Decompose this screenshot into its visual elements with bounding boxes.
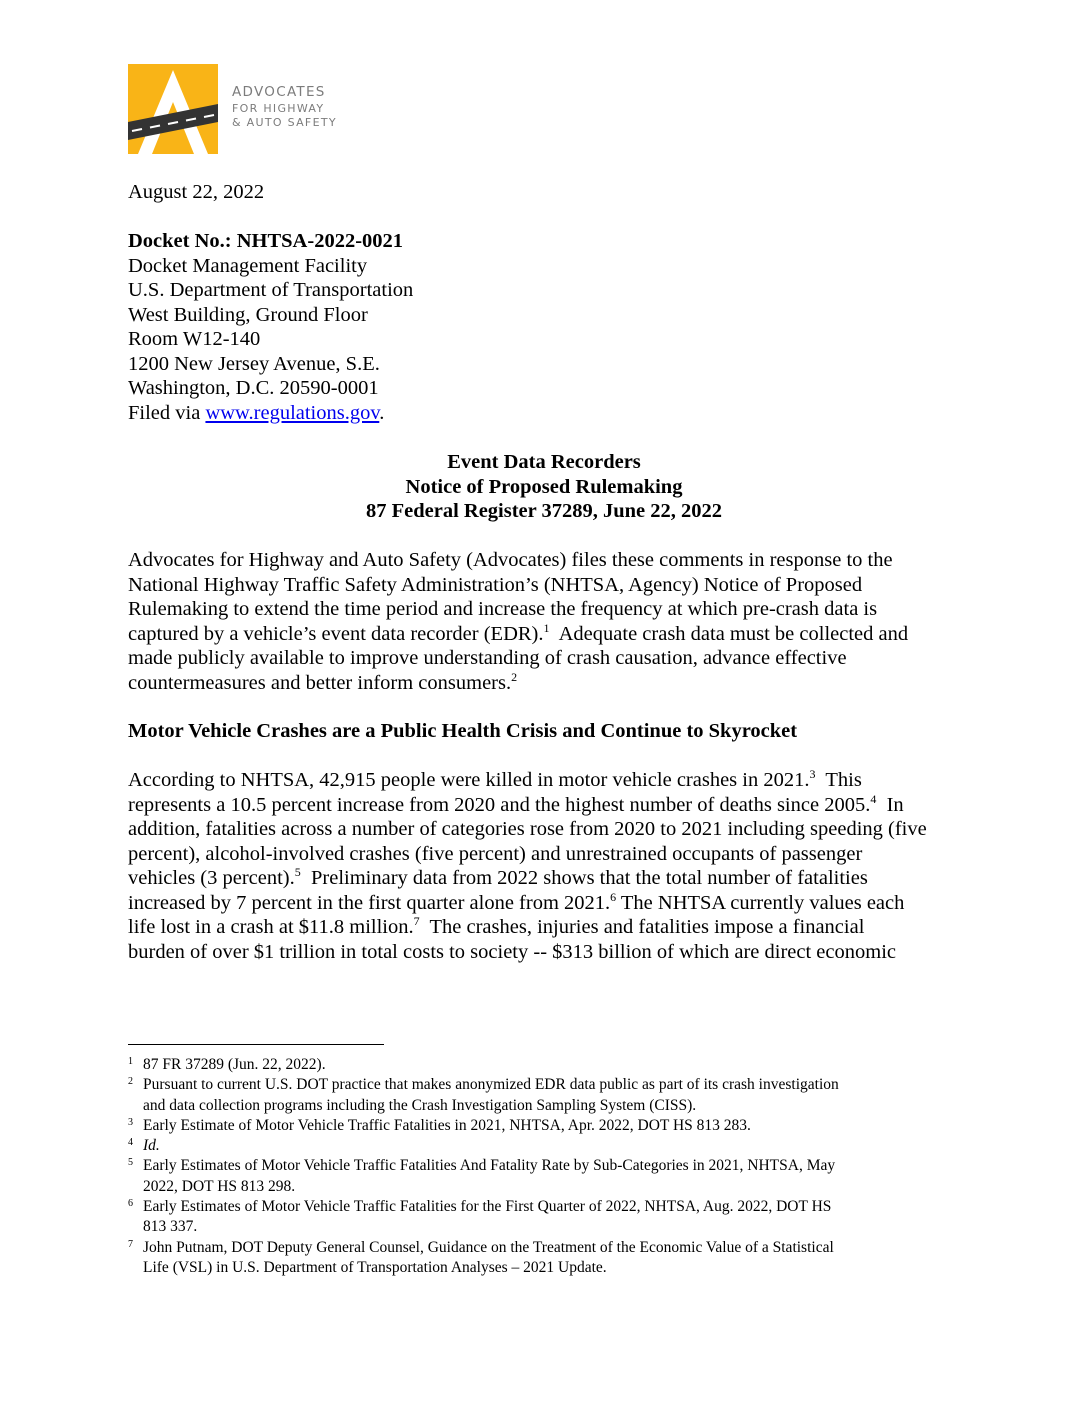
letter-date: August 22, 2022 [128,181,265,203]
footnote-number: 7 [128,1238,133,1250]
footnote-line: Early Estimate of Motor Vehicle Traffic Fatalities in 2021, NHTSA, Apr. 2022, DOT HS 813 283. [143,1116,751,1134]
address-line: U.S. Department of Transportation [128,279,414,301]
filed-via-suffix: . [379,401,385,424]
paragraph-line [128,768,968,793]
footnote-line: Id. [143,1137,160,1155]
line-text: Adequate crash data must be collected and [549,622,909,645]
line-text: This [815,769,862,791]
line-text: countermeasures and better inform consumers. [128,671,512,694]
line-text: represents a 10.5 percent increase from 2020 and the highest number of deaths since 2005. [128,793,871,816]
paragraph-line [128,622,968,647]
footnote-number: 6 [128,1198,133,1210]
line-text: The crashes, injuries and fatalities impose a financial [419,916,865,938]
paragraph-line [128,866,968,891]
recipient-address [128,229,968,425]
footnote-ref-6[interactable]: 6 [610,889,617,904]
paragraph-line [128,915,968,940]
footnote-line: and data collection programs including the Crash Investigation Sampling System (CISS). [143,1096,697,1114]
footnote-text [143,1055,968,1075]
footnote-ref-1[interactable]: 1 [543,620,550,635]
address-line: West Building, Ground Floor [128,303,368,326]
address-line: Docket Management Facility [128,254,368,277]
footnote-line: Early Estimates of Motor Vehicle Traffic Fatalities And Fatality Rate by Sub-Categories in 2021, NHTSA, May [143,1157,836,1175]
footnote-text [143,1116,968,1136]
footnote-number: 4 [128,1137,133,1149]
paragraph-line [128,671,968,696]
filed-via-prefix: Filed via [128,401,206,424]
line-text: captured by a vehicle’s event data recorder (EDR). [128,622,544,645]
footnote-line: 813 337. [143,1218,198,1236]
advocates-logo-icon [128,64,218,154]
footnote-line: 2022, DOT HS 813 298. [143,1177,296,1195]
line-text: vehicles (3 percent). [128,867,295,889]
line-text: Preliminary data from 2022 shows that the total number of fatalities [300,867,868,889]
footnote-separator [128,1044,384,1045]
title-line-1: Event Data Recorders [447,451,641,473]
paragraph-line [128,793,968,818]
footnote-3 [128,1116,968,1136]
footnote-line: Life (VSL) in U.S. Department of Transportation Analyses – 2021 Update. [143,1258,607,1276]
logo-wordmark [232,86,337,128]
footnote-ref-2[interactable]: 2 [511,669,518,684]
title-line-3: 87 Federal Register 37289, June 22, 2022 [365,500,723,522]
footnote-text [143,1197,968,1238]
logo-line-2: FOR HIGHWAY [232,101,325,115]
regulations-gov-link[interactable]: www.regulations.gov [205,401,380,424]
footnote-text [143,1136,968,1156]
footnote-number: 2 [128,1076,133,1088]
footnote-ref-7[interactable]: 7 [413,914,420,929]
advocates-logo [128,64,368,156]
footnote-1 [128,1055,968,1075]
footnote-6 [128,1197,968,1238]
footnote-line: John Putnam, DOT Deputy General Counsel, Guidance on the Treatment of the Economic Value of a Statistical [143,1238,834,1256]
footnote-text [143,1156,968,1197]
title-line-2: Notice of Proposed Rulemaking [405,475,683,498]
line-text: In [876,793,904,816]
line-text: life lost in a crash at $11.8 million. [128,916,414,938]
address-line: Room W12-140 [128,328,261,350]
paragraph-line: Advocates for Highway and Auto Safety (Advocates) files these comments in response to the [128,549,893,571]
paragraph-line: percent), alcohol-involved crashes (five percent) and unrestrained occupants of passenger [128,842,863,865]
document-title [128,450,960,524]
footnote-ref-3[interactable]: 3 [809,767,816,782]
address-line: Washington, D.C. 20590-0001 [128,377,379,399]
footnote-ref-5[interactable]: 5 [294,865,301,880]
footnote-line: Early Estimates of Motor Vehicle Traffic Fatalities for the First Quarter of 2022, NHTSA, Aug. 2022, DOT HS [143,1198,832,1216]
footnote-5 [128,1156,968,1197]
footnote-number: 5 [128,1157,133,1169]
filed-via-line [128,401,968,426]
paragraph-line [128,891,968,916]
paragraph-line: burden of over $1 trillion in total costs to society -- $313 billion of which are direct economic [128,940,896,963]
line-text: According to NHTSA, 42,915 people were killed in motor vehicle crashes in 2021. [128,769,810,791]
crash-statistics-paragraph [128,768,968,964]
footnote-text [143,1075,968,1116]
footnote-7 [128,1238,968,1279]
logo-line-3: & AUTO SAFETY [232,115,337,129]
footnote-ref-4[interactable]: 4 [870,791,877,806]
logo-line-1: ADVOCATES [232,84,326,100]
footnote-number: 3 [128,1116,133,1128]
footnote-4 [128,1136,968,1156]
paragraph-line: National Highway Traffic Safety Administration’s (NHTSA, Agency) Notice of Proposed [128,573,863,596]
footnote-text [143,1238,968,1279]
paragraph-line: addition, fatalities across a number of categories rose from 2020 to 2021 including speeding (five [128,818,927,840]
footnote-number: 1 [128,1056,133,1067]
intro-paragraph [128,548,968,695]
address-line: 1200 New Jersey Avenue, S.E. [128,352,380,375]
footnotes [128,1055,968,1278]
section-heading: Motor Vehicle Crashes are a Public Health Crisis and Continue to Skyrocket [128,720,798,742]
footnote-line: 87 FR 37289 (Jun. 22, 2022). [143,1056,326,1073]
paragraph-line: made publicly available to improve understanding of crash causation, advance effective [128,647,847,669]
docket-number: Docket No.: NHTSA-2022-0021 [128,230,404,252]
line-text: The NHTSA currently values each [616,891,905,914]
footnote-2 [128,1075,968,1116]
paragraph-line: Rulemaking to extend the time period and increase the frequency at which pre-crash data is [128,598,878,620]
footnote-line: Pursuant to current U.S. DOT practice that makes anonymized EDR data public as part of its crash investigation [143,1076,839,1094]
line-text: increased by 7 percent in the first quarter alone from 2021. [128,891,611,914]
